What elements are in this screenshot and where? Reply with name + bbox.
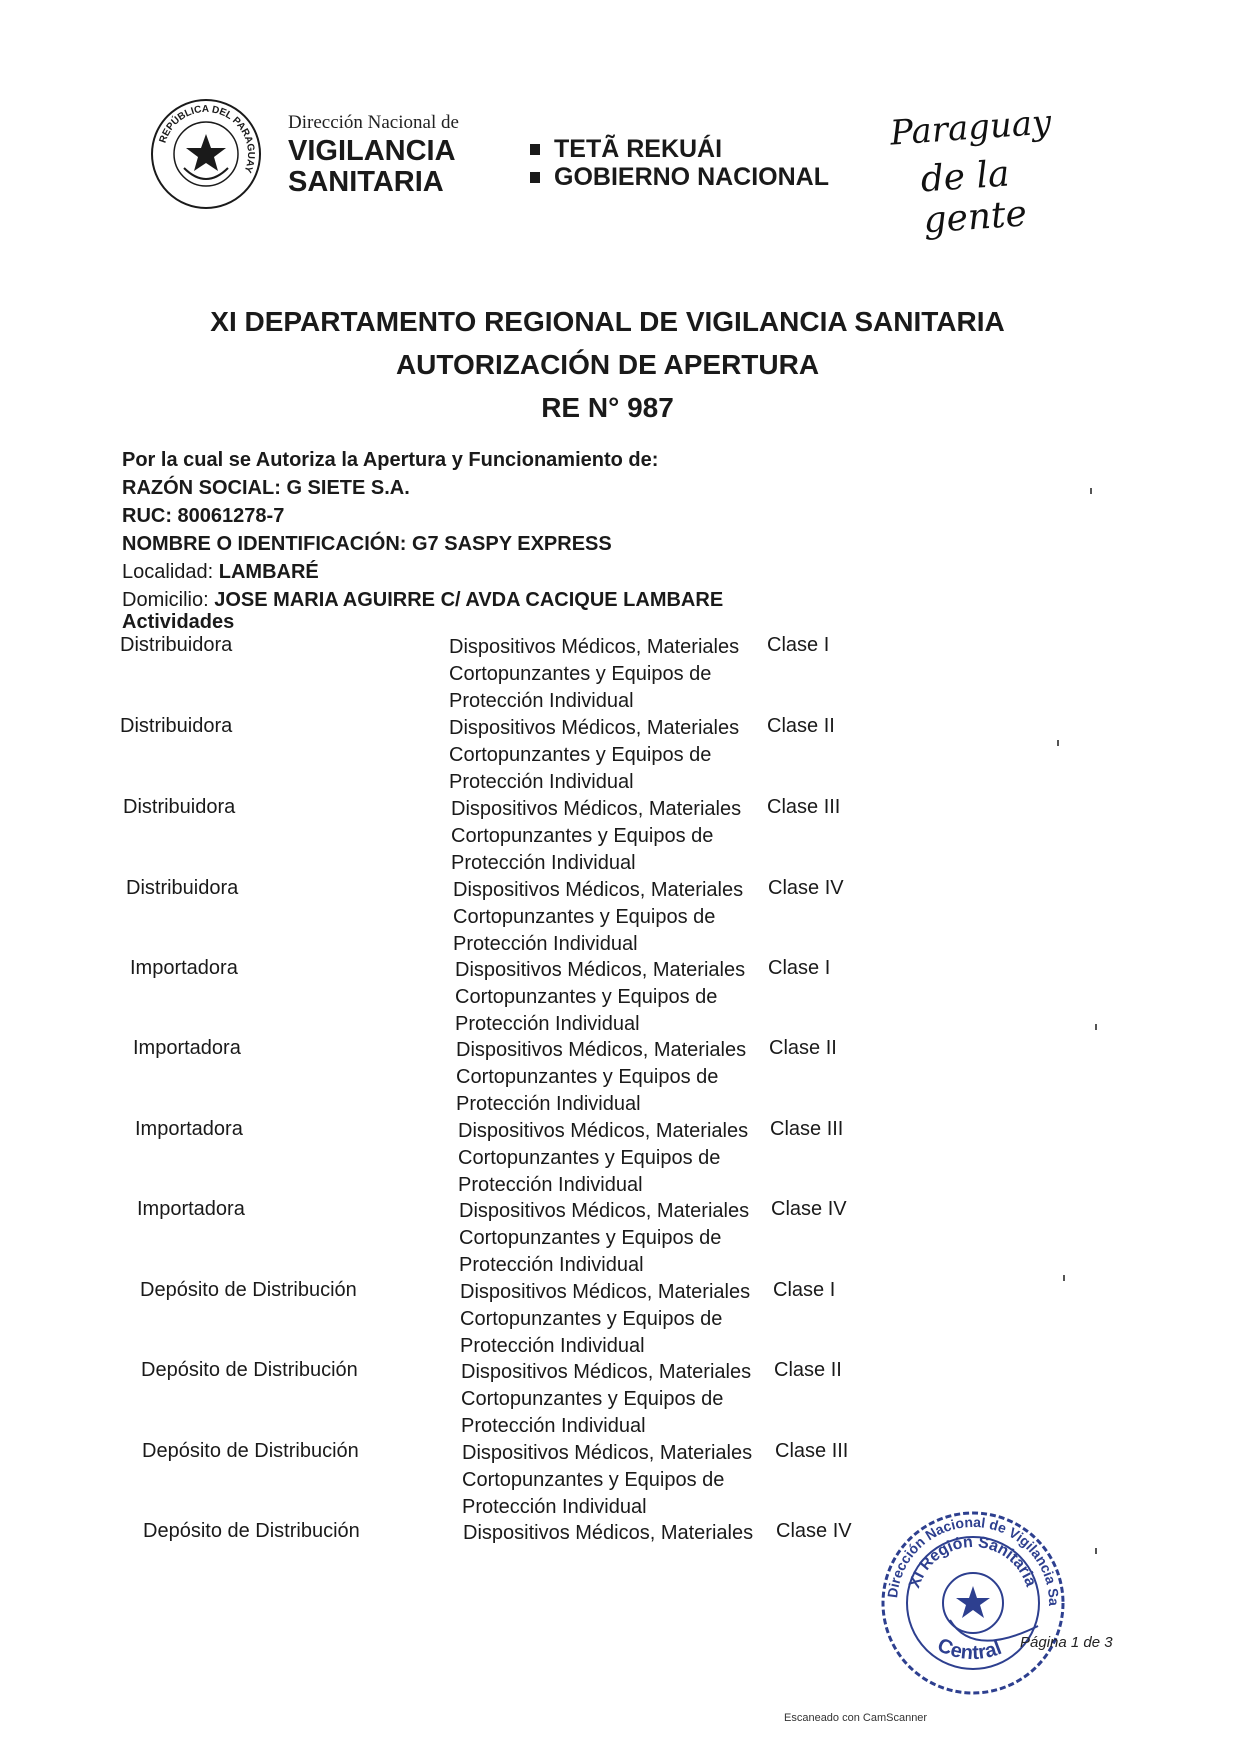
- activity-description: Dispositivos Médicos, Materiales Cortopunzantes y Equipos de Protección Individual: [456, 1039, 747, 1115]
- page-number: Página 1 de 3: [1020, 1634, 1113, 1651]
- activity-class: Clase III: [775, 1440, 849, 1462]
- seal-text: REPÚBLICA DEL PARAGUAY: [157, 103, 257, 175]
- activity-description: Dispositivos Médicos, Materiales Cortopunzantes y Equipos de Protección Individual: [461, 1361, 752, 1437]
- ruc-label: RUC:: [122, 505, 178, 527]
- square-bullet-icon: [530, 172, 540, 183]
- agency-small-text: Dirección Nacional de: [288, 112, 459, 133]
- activity-description: Dispositivos Médicos, Materiales Cortopunzantes y Equipos de Protección Individual: [462, 1442, 753, 1518]
- domicilio-value: JOSE MARIA AGUIRRE C/ AVDA CACIQUE LAMBARE: [214, 589, 724, 611]
- activity-class: Clase IV: [776, 1520, 852, 1542]
- activity-description: Dispositivos Médicos, Materiales Cortopunzantes y Equipos de Protección Individual: [453, 879, 744, 955]
- activity-type: Importadora: [135, 1118, 243, 1140]
- activity-type: Distribuidora: [123, 796, 236, 818]
- brand-line1: Paraguay: [888, 102, 1053, 154]
- square-bullet-icon: [530, 144, 540, 155]
- scan-speck: [1095, 1548, 1097, 1554]
- document-type-title: AUTORIZACIÓN DE APERTURA: [395, 349, 820, 380]
- document-titles: [0, 300, 1215, 429]
- activity-description: Dispositivos Médicos, Materiales Cortopunzantes y Equipos de Protección Individual: [451, 798, 742, 874]
- activity-type: Depósito de Distribución: [141, 1359, 358, 1381]
- scan-speck: [1063, 1275, 1065, 1281]
- scan-speck: [1090, 488, 1092, 494]
- activity-type: Importadora: [130, 957, 238, 979]
- gov-line2: GOBIERNO NACIONAL: [554, 163, 829, 191]
- activity-class: Clase IV: [768, 877, 844, 899]
- agency-line1: VIGILANCIA: [288, 135, 456, 167]
- stamp-inner-text: XI Región Sanitaria: [906, 1533, 1040, 1591]
- activity-class: Clase IV: [771, 1198, 847, 1220]
- scan-speck: [1095, 1024, 1097, 1030]
- activity-type: Depósito de Distribución: [142, 1440, 359, 1462]
- localidad-row: [122, 558, 1022, 586]
- activity-description: Dispositivos Médicos, Materiales Cortopunzantes y Equipos de Protección Individual: [460, 1281, 751, 1357]
- activity-type: Importadora: [133, 1037, 241, 1059]
- department-title: XI DEPARTAMENTO REGIONAL DE VIGILANCIA SANITARIA: [210, 306, 1005, 337]
- razon-social-row: [122, 474, 1022, 502]
- activity-class: Clase II: [769, 1037, 837, 1059]
- activity-class: Clase I: [768, 957, 831, 979]
- intro-statement: Por la cual se Autoriza la Apertura y Funcionamiento de:: [122, 449, 659, 471]
- activity-description: Dispositivos Médicos, Materiales Cortopunzantes y Equipos de Protección Individual: [459, 1200, 750, 1276]
- svg-text:Dirección Nacional de Vigilanc: [878, 1508, 1062, 1606]
- agency-logo: [288, 112, 459, 198]
- domicilio-row: [122, 586, 1022, 614]
- scan-speck: [1057, 740, 1059, 746]
- nombre-value: G7 SASPY EXPRESS: [412, 533, 612, 555]
- activity-class: Clase II: [774, 1359, 842, 1381]
- razon-social-label: RAZÓN SOCIAL:: [122, 477, 287, 499]
- document-number: RE N° 987: [541, 392, 674, 423]
- activity-type: Depósito de Distribución: [140, 1279, 357, 1301]
- activity-description: Dispositivos Médicos, Materiales Cortopunzantes y Equipos de Protección Individual: [449, 636, 740, 712]
- activity-class: Clase III: [770, 1118, 844, 1140]
- brand-line2: de la gente: [919, 153, 1029, 242]
- official-stamp: [878, 1508, 1068, 1698]
- activity-class: Clase I: [767, 634, 830, 656]
- activity-type: Distribuidora: [120, 715, 233, 737]
- activity-description: Dispositivos Médicos, Materiales Cortopunzantes y Equipos de Protección Individual: [455, 959, 746, 1035]
- activities-heading: Actividades: [122, 611, 235, 633]
- activity-class: Clase III: [767, 796, 841, 818]
- activity-description: Dispositivos Médicos, Materiales Cortopunzantes y Equipos de Protección Individual: [449, 717, 740, 793]
- activity-class: Clase I: [773, 1279, 836, 1301]
- activity-type: Depósito de Distribución: [143, 1520, 360, 1542]
- activity-description: Dispositivos Médicos, Materiales: [463, 1522, 754, 1544]
- domicilio-label: Domicilio:: [122, 589, 215, 611]
- government-logo: [530, 135, 829, 191]
- stamp-bottom-text: Central: [934, 1634, 1005, 1665]
- nombre-row: [122, 530, 1022, 558]
- document-header: [0, 0, 1240, 240]
- agency-line2: SANITARIA: [288, 166, 444, 198]
- activity-class: Clase II: [767, 715, 835, 737]
- activity-type: Distribuidora: [126, 877, 239, 899]
- activity-type: Importadora: [137, 1198, 245, 1220]
- republic-seal-icon: [150, 98, 262, 210]
- nombre-label: NOMBRE O IDENTIFICACIÓN:: [122, 533, 412, 555]
- activity-type: Distribuidora: [120, 634, 233, 656]
- establishment-details: [122, 446, 1022, 614]
- razon-social-value: G SIETE S.A.: [286, 477, 410, 499]
- ruc-value: 80061278-7: [177, 505, 285, 527]
- ruc-row: [122, 502, 1022, 530]
- activity-description: Dispositivos Médicos, Materiales Cortopunzantes y Equipos de Protección Individual: [458, 1120, 749, 1196]
- localidad-label: Localidad:: [122, 561, 219, 583]
- stamp-ring-text: Dirección Nacional de Vigilancia Sa: [884, 1513, 1063, 1606]
- localidad-value: LAMBARÉ: [218, 561, 319, 583]
- svg-text:Central: [934, 1634, 1004, 1664]
- gov-line1: TETÃ REKUÁI: [554, 135, 723, 163]
- scanner-note: Escaneado con CamScanner: [784, 1712, 928, 1724]
- paraguay-brand-logo: [888, 102, 1080, 242]
